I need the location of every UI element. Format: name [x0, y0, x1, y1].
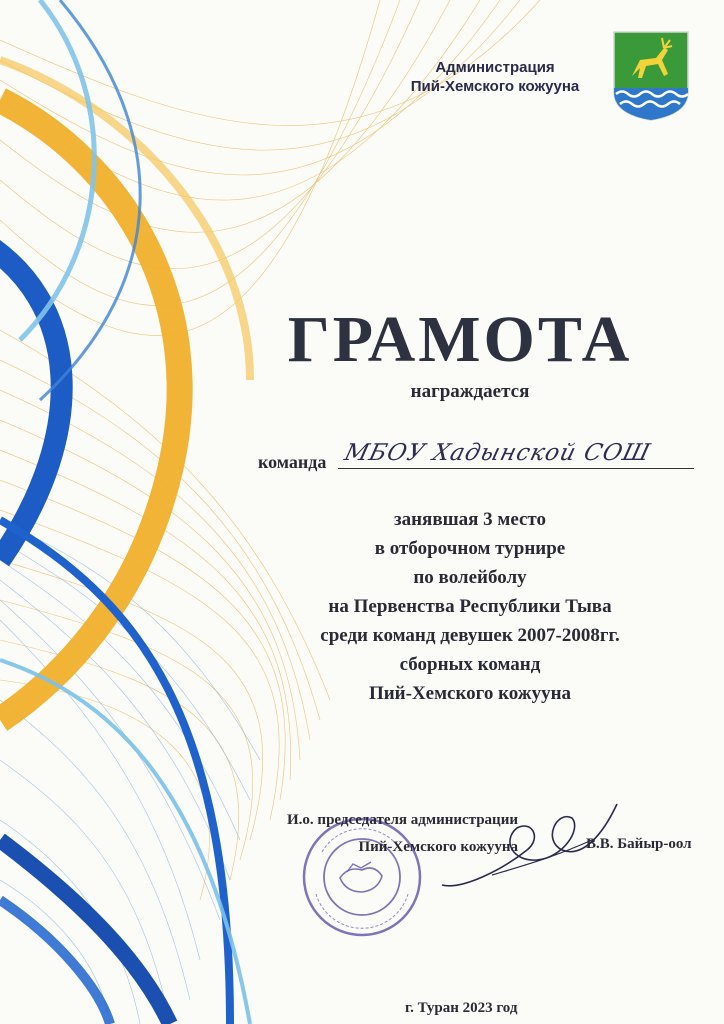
administration-title: [390, 58, 600, 96]
signatory-name: В.В. Байыр-оол: [586, 836, 692, 852]
signatory-position-line2: Пий-Хемского кожууна: [358, 839, 518, 855]
body-line: Пий-Хемского кожууна: [368, 683, 572, 704]
certificate-title: ГРАМОТА: [287, 303, 633, 376]
place-and-year: г. Туран 2023 год: [405, 1000, 518, 1016]
certificate-body: [250, 505, 690, 708]
deer-coat-of-arms-icon: [612, 30, 690, 122]
team-name-handwritten: МБОУ Хадынской СОШ: [341, 440, 654, 466]
admin-title-line2: Пий-Хемского кожууна: [410, 78, 580, 95]
body-line: сборных команд: [399, 654, 541, 675]
body-line: на Первенства Республики Тыва: [328, 596, 612, 617]
awarded-text: награждается: [410, 381, 530, 402]
body-line: в отборочном турнире: [374, 538, 566, 559]
body-line: по волейболу: [413, 567, 527, 588]
admin-title-line1: Администрация: [435, 59, 555, 76]
team-label: команда: [258, 452, 327, 472]
body-line: среди команд девушек 2007-2008гг.: [320, 625, 620, 646]
team-underline: [338, 468, 694, 469]
signatory-position-line1: И.о. председателя администрации: [287, 812, 518, 828]
body-line: занявшая 3 место: [393, 509, 547, 530]
